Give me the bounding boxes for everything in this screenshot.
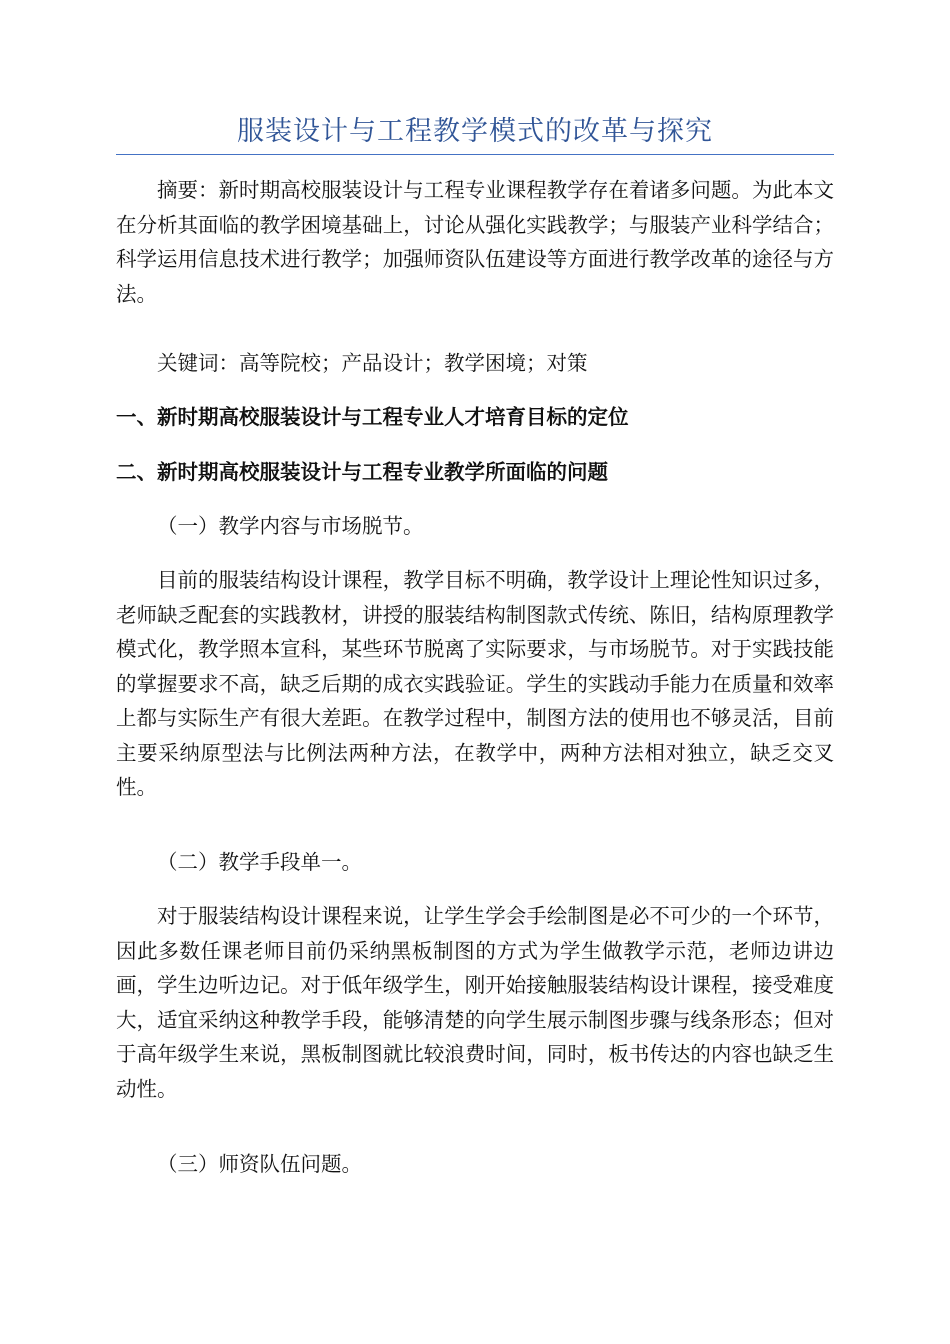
subsection-body-2: 对于服装结构设计课程来说，让学生学会手绘制图是必不可少的一个环节，因此多数任课老师目前仍采纳黑板制图的方式为学生做教学示范，老师边讲边画，学生边听边记。对于低年级学生，刚开始接触服装结构设计课程，接受难度大，适宜采纳这种教学手段，能够清楚的向学生展示制图步骤与线条形态；但对于高年级学生来说，黑板制图就比较浪费时间，同时，板书传达的内容也缺乏生动性。 [116,904,834,1101]
abstract-paragraph: 摘要：新时期高校服装设计与工程专业课程教学存在着诸多问题。为此本文在分析其面临的教学困境基础上，讨论从强化实践教学；与服装产业科学结合；科学运用信息技术进行教学；加强师资队伍建设等方面进行教学改革的途径与方法。 [116,178,834,306]
section-heading-1: 一、新时期高校服装设计与工程专业人才培育目标的定位 [116,405,629,429]
title-underline [116,154,834,155]
document-title: 服装设计与工程教学模式的改革与探究 [237,116,713,147]
section-heading-2: 二、新时期高校服装设计与工程专业教学所面临的问题 [116,460,608,484]
subsection-heading-3: （三）师资队伍问题。 [157,1152,362,1176]
keywords-line: 关键词：高等院校；产品设计；教学困境；对策 [157,351,588,375]
subsection-heading-1: （一）教学内容与市场脱节。 [157,514,424,538]
subsection-heading-2: （二）教学手段单一。 [157,850,362,874]
subsection-body-1: 目前的服装结构设计课程，教学目标不明确，教学设计上理论性知识过多，老师缺乏配套的实践教材，讲授的服装结构制图款式传统、陈旧，结构原理教学模式化，教学照本宣科，某些环节脱离了实际要求，与市场脱节。对于实践技能的掌握要求不高，缺乏后期的成衣实践验证。学生的实践动手能力在质量和效率上都与实际生产有很大差距。在教学过程中，制图方法的使用也不够灵活，目前主要采纳原型法与比例法两种方法，在教学中，两种方法相对独立，缺乏交叉性。 [116,568,834,799]
